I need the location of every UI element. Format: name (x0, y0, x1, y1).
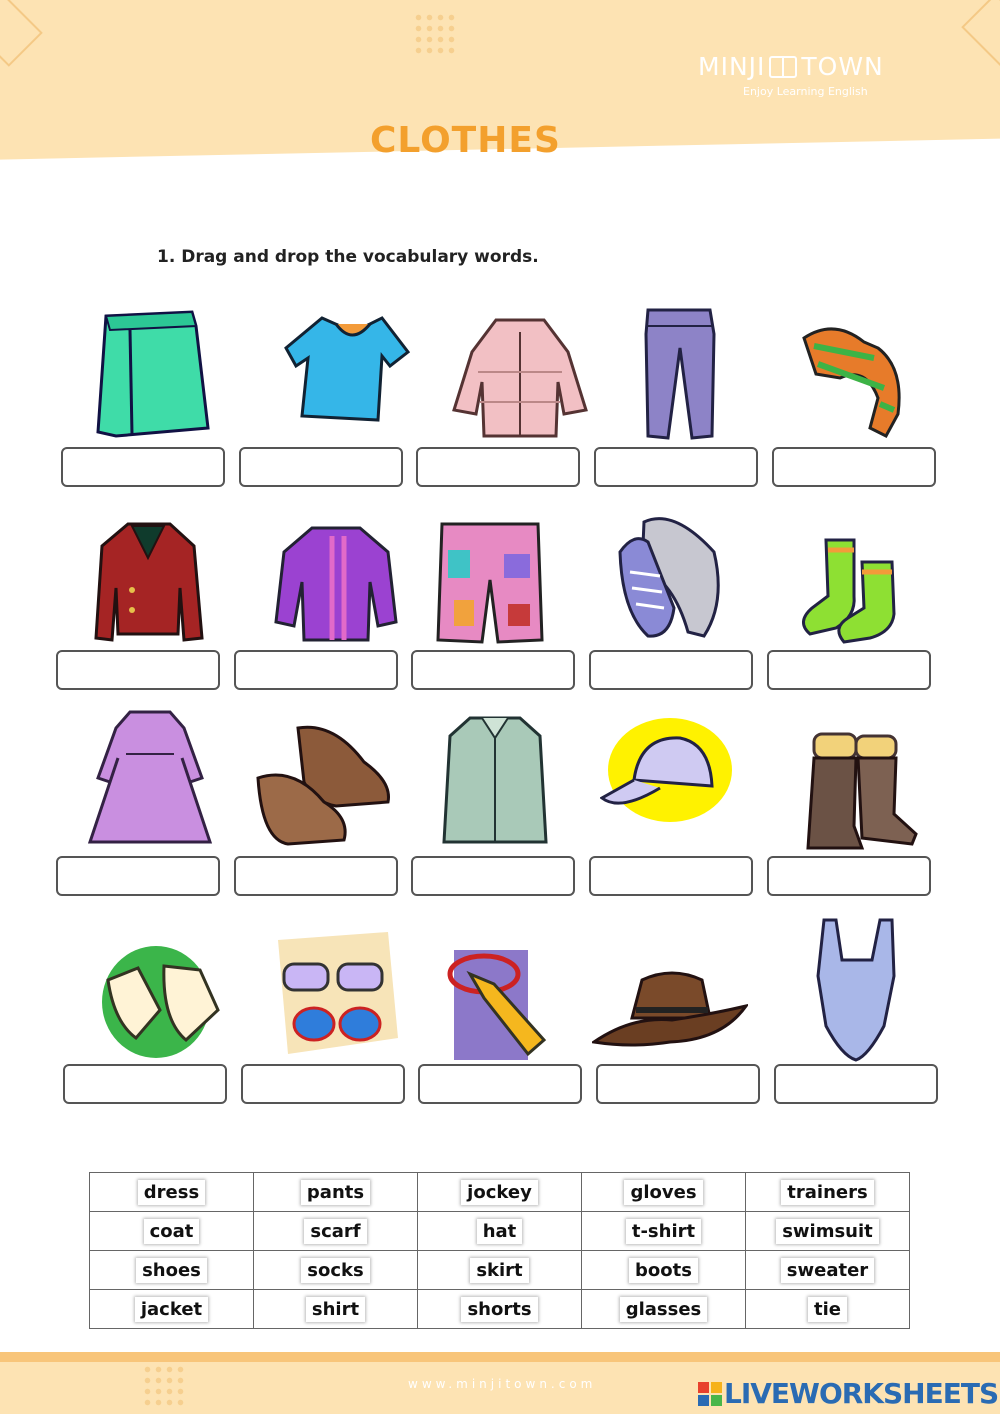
dots-decoration (413, 12, 459, 58)
word-cell (90, 1173, 254, 1212)
liveworksheets-logo[interactable] (698, 1377, 998, 1410)
word-chip-jacket[interactable]: jacket (135, 1297, 208, 1322)
diamond-decoration-left (0, 0, 43, 67)
liveworksheets-text: LIVEWORKSHEETS (724, 1377, 999, 1410)
word-bank-row (90, 1173, 910, 1212)
shorts-image (434, 520, 546, 646)
scarf-image (794, 318, 914, 440)
book-icon (769, 56, 797, 78)
word-chip-glasses[interactable]: glasses (620, 1297, 708, 1322)
glasses-image (268, 928, 400, 1058)
word-chip-socks[interactable]: socks (301, 1258, 369, 1283)
word-chip-swimsuit[interactable]: swimsuit (776, 1219, 879, 1244)
answer-box-10[interactable] (767, 650, 931, 690)
word-cell (418, 1212, 582, 1251)
word-chip-sweater[interactable]: sweater (781, 1258, 874, 1283)
answer-box-12[interactable] (234, 856, 398, 896)
shirt-image (440, 712, 550, 852)
word-chip-pants[interactable]: pants (301, 1180, 370, 1205)
dress-image (86, 708, 214, 848)
word-chip-shoes[interactable]: shoes (136, 1258, 207, 1283)
brand-left: MINJI (698, 52, 766, 81)
word-cell (90, 1212, 254, 1251)
tshirt-image (282, 312, 412, 432)
word-chip-trainers[interactable]: trainers (781, 1180, 873, 1205)
word-cell (254, 1251, 418, 1290)
answer-box-19[interactable] (596, 1064, 760, 1104)
header-banner (0, 0, 1000, 205)
word-bank-row (90, 1212, 910, 1251)
answer-box-2[interactable] (239, 447, 403, 487)
word-cell (746, 1173, 910, 1212)
jacket-image (92, 518, 206, 646)
jockey-image (600, 716, 734, 822)
answer-box-20[interactable] (774, 1064, 938, 1104)
word-cell (746, 1290, 910, 1329)
word-cell (418, 1173, 582, 1212)
tie-image (440, 944, 550, 1060)
word-cell (582, 1251, 746, 1290)
word-bank-row (90, 1251, 910, 1290)
word-chip-t-shirt[interactable]: t-shirt (626, 1219, 701, 1244)
answer-box-3[interactable] (416, 447, 580, 487)
answer-box-15[interactable] (767, 856, 931, 896)
answer-box-8[interactable] (411, 650, 575, 690)
word-cell (582, 1290, 746, 1329)
trainers-image (614, 512, 728, 646)
word-chip-dress[interactable]: dress (138, 1180, 205, 1205)
brand-right: TOWN (801, 52, 884, 81)
skirt-image (92, 308, 216, 442)
sweater-image (272, 522, 400, 646)
answer-box-14[interactable] (589, 856, 753, 896)
word-cell (254, 1173, 418, 1212)
shoes-image (254, 722, 394, 848)
word-cell (254, 1212, 418, 1251)
word-chip-tie[interactable]: tie (808, 1297, 847, 1322)
answer-box-6[interactable] (56, 650, 220, 690)
answer-box-11[interactable] (56, 856, 220, 896)
answer-box-5[interactable] (772, 447, 936, 487)
word-chip-skirt[interactable]: skirt (470, 1258, 528, 1283)
word-chip-scarf[interactable]: scarf (304, 1219, 366, 1244)
answer-box-7[interactable] (234, 650, 398, 690)
dots-decoration (142, 1364, 188, 1410)
word-cell (746, 1212, 910, 1251)
word-chip-hat[interactable]: hat (477, 1219, 523, 1244)
footer-band (0, 1352, 1000, 1362)
word-chip-coat[interactable]: coat (144, 1219, 200, 1244)
word-bank-table (89, 1172, 910, 1329)
word-chip-jockey[interactable]: jockey (461, 1180, 538, 1205)
answer-box-17[interactable] (241, 1064, 405, 1104)
pants-image (638, 306, 722, 442)
answer-box-13[interactable] (411, 856, 575, 896)
word-bank-row (90, 1290, 910, 1329)
word-cell (418, 1251, 582, 1290)
word-cell (746, 1251, 910, 1290)
answer-box-9[interactable] (589, 650, 753, 690)
word-chip-gloves[interactable]: gloves (624, 1180, 702, 1205)
word-cell (254, 1290, 418, 1329)
liveworksheets-icon (698, 1382, 722, 1406)
boots-image (800, 730, 920, 854)
answer-box-18[interactable] (418, 1064, 582, 1104)
instruction: 1. Drag and drop the vocabulary words. (157, 247, 539, 267)
hat-image (592, 966, 748, 1050)
gloves-image (100, 940, 222, 1060)
socks-image (796, 536, 910, 644)
swimsuit-image (812, 916, 902, 1062)
diamond-decoration-right (961, 0, 1000, 67)
coat-image (448, 312, 592, 440)
brand-tagline: Enjoy Learning English (743, 85, 868, 98)
answer-box-1[interactable] (61, 447, 225, 487)
word-cell (418, 1290, 582, 1329)
answer-box-4[interactable] (594, 447, 758, 487)
footer-url: www.minjitown.com (408, 1377, 597, 1391)
word-chip-shorts[interactable]: shorts (461, 1297, 537, 1322)
page-title: CLOTHES (370, 120, 561, 161)
word-cell (582, 1212, 746, 1251)
word-cell (90, 1251, 254, 1290)
brand-logo (698, 52, 913, 81)
word-chip-boots[interactable]: boots (629, 1258, 698, 1283)
word-cell (582, 1173, 746, 1212)
answer-box-16[interactable] (63, 1064, 227, 1104)
word-chip-shirt[interactable]: shirt (306, 1297, 365, 1322)
word-cell (90, 1290, 254, 1329)
